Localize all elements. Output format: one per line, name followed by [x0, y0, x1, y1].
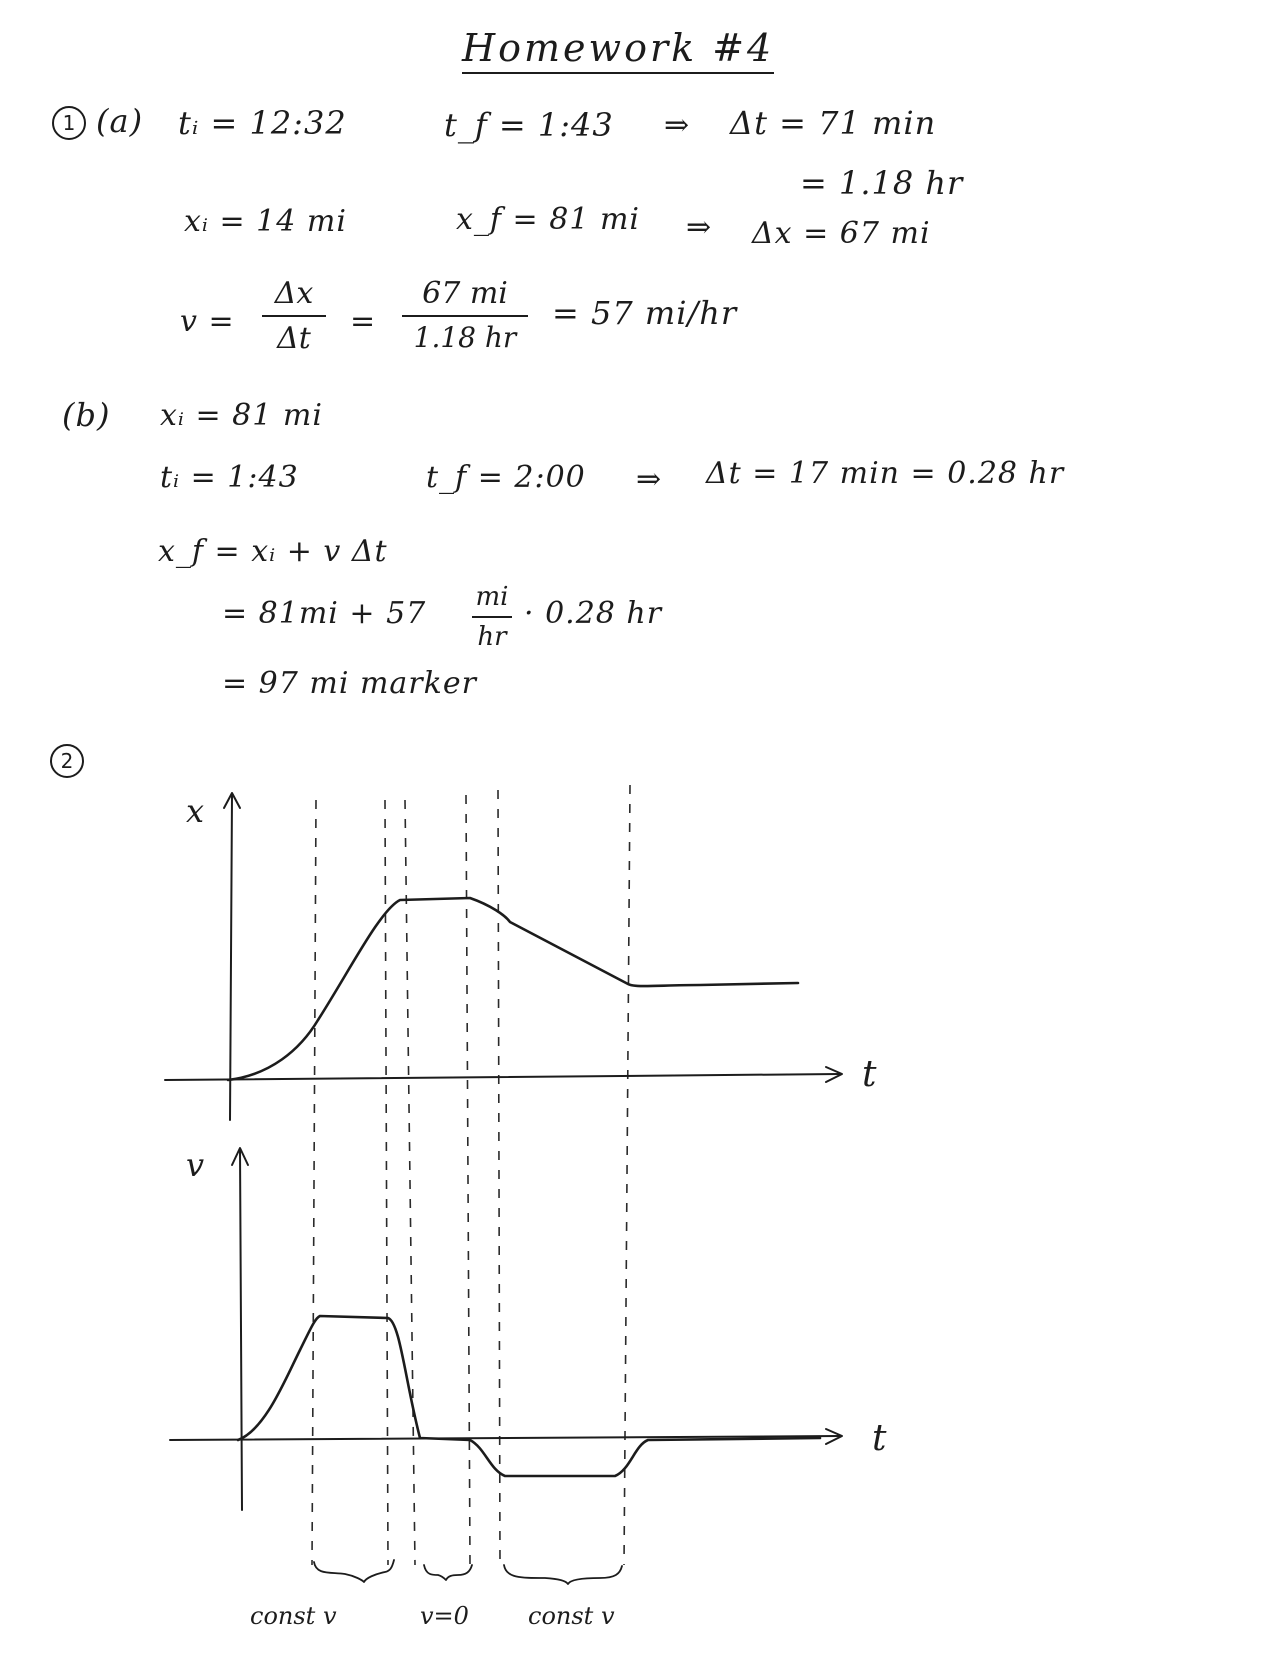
v-axis-vertical [240, 1150, 242, 1510]
part-b-line2-post: · 0.28 hr [524, 596, 663, 631]
dashed-guides [312, 785, 630, 1565]
problem-1-number: 1 [52, 106, 86, 140]
part-a-xi: xᵢ = 14 mi [184, 204, 347, 239]
interval-braces [314, 1560, 622, 1584]
velocity-lhs: v = [180, 304, 235, 339]
part-b-label: (b) [62, 396, 111, 434]
annotation-v-zero: v=0 [420, 1602, 469, 1630]
fraction-67mi: 67 mi [422, 276, 508, 311]
part-a-xf: x_f = 81 mi [456, 202, 640, 237]
part-b-xi: xᵢ = 81 mi [160, 398, 323, 433]
part-a-arrow-1: ⇒ [664, 108, 691, 143]
part-a-tf: t_f = 1:43 [444, 106, 614, 144]
equals-sign: = [350, 304, 377, 339]
brace-v-zero [424, 1565, 472, 1580]
page-title: Homework #4 [462, 26, 774, 74]
t-axis-top [165, 1074, 840, 1080]
part-b-line2-pre: = 81mi + 57 [222, 596, 427, 631]
unit-hr: hr [477, 622, 507, 652]
part-b-line3: = 97 mi marker [222, 666, 477, 701]
unit-mi: mi [475, 582, 509, 612]
part-b-tf: t_f = 2:00 [426, 460, 586, 495]
velocity-graph [170, 1146, 887, 1510]
t-axis-label-top: t [862, 1054, 877, 1095]
annotation-const-v-1: const v [250, 1602, 337, 1630]
part-a-dt: Δt = 71 min [730, 104, 937, 142]
part-b-dt: Δt = 17 min = 0.28 hr [706, 456, 1065, 491]
fraction-dt: Δt [277, 321, 311, 356]
part-a-dx: Δx = 67 mi [752, 216, 931, 251]
fraction-118hr: 1.18 hr [413, 321, 517, 354]
guide-line-5 [498, 790, 500, 1565]
fraction-dx: Δx [274, 276, 314, 311]
part-a-ti: tᵢ = 12:32 [178, 104, 347, 142]
velocity-curve [238, 1316, 820, 1476]
guide-line-4 [466, 795, 470, 1565]
guide-line-3 [405, 800, 415, 1565]
v-axis-label: v [186, 1146, 205, 1184]
part-a-label: (a) [96, 102, 144, 140]
part-b-xf-equation: x_f = xᵢ + v Δt [158, 534, 388, 569]
part-b-ti: tᵢ = 1:43 [160, 460, 299, 495]
part-a-arrow-2: ⇒ [686, 210, 713, 245]
part-a-dt-hr: = 1.18 hr [800, 164, 964, 202]
guide-line-6 [624, 785, 630, 1565]
t-axis-label-bottom: t [872, 1418, 887, 1459]
brace-const-v-2 [504, 1565, 622, 1584]
position-graph [165, 792, 877, 1120]
problem-2-number: 2 [50, 744, 84, 778]
part-b-arrow: ⇒ [636, 462, 663, 497]
x-axis-label: x [186, 792, 205, 830]
guide-line-1 [312, 800, 316, 1565]
velocity-result: = 57 mi/hr [552, 294, 738, 332]
annotation-const-v-2: const v [528, 1602, 615, 1630]
position-curve [228, 898, 798, 1080]
brace-const-v-1 [314, 1560, 394, 1582]
x-axis-vertical [230, 795, 232, 1120]
